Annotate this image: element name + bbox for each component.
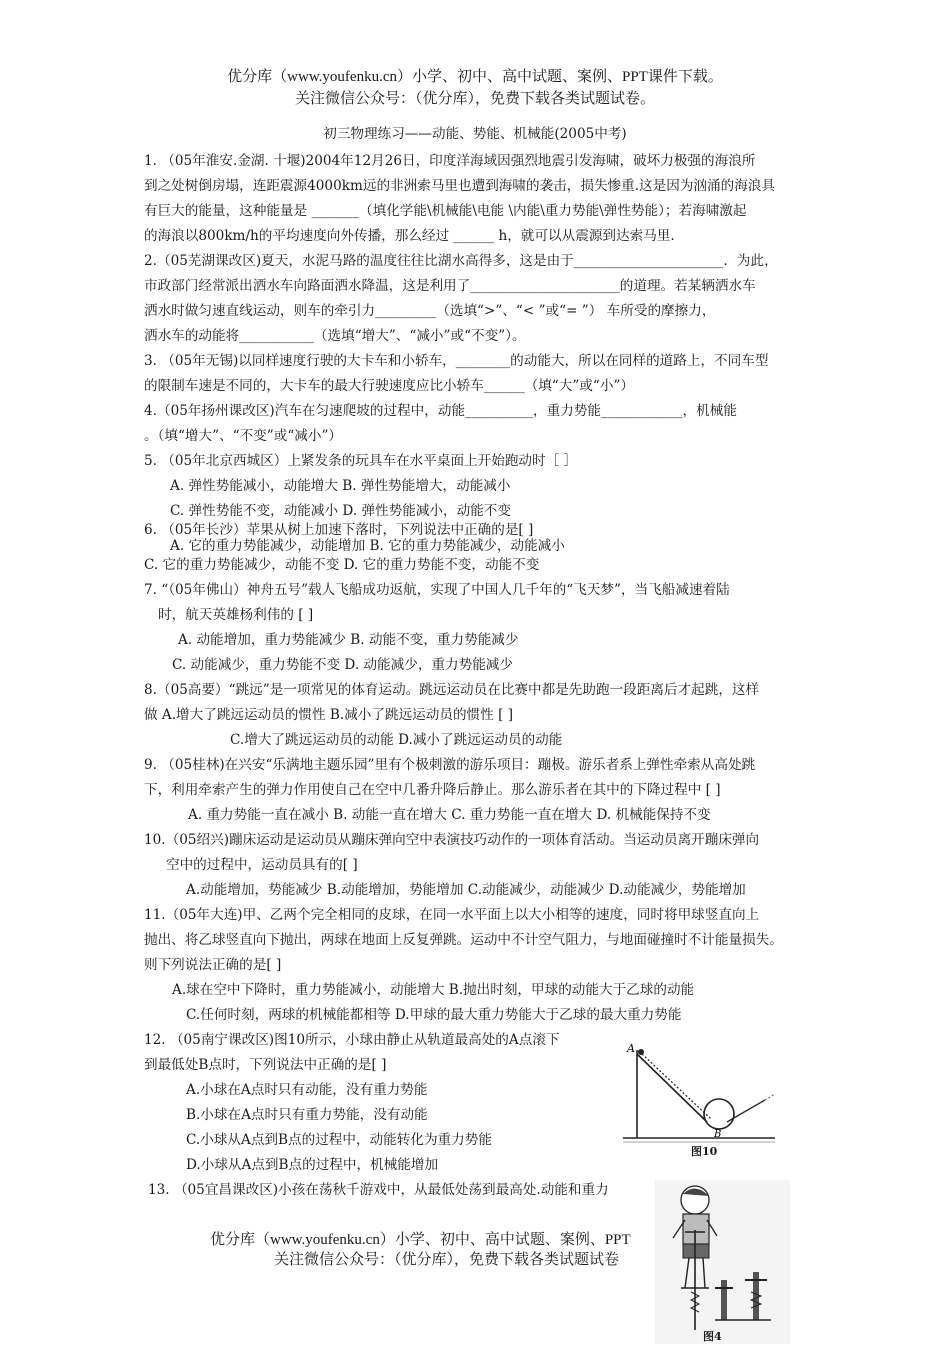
figure-4-caption: 图4 <box>703 1330 722 1343</box>
q11-options-cd: C.任何时刻，两球的机械能都相等 D.甲球的最大重力势能大于乙球的最大重力势能 <box>186 1007 682 1023</box>
q12-option-d: D.小球从A点到B点的过程中，机械能增加 <box>186 1157 439 1173</box>
q12-option-b: B.小球在A点时只有重力势能，没有动能 <box>186 1107 428 1123</box>
q5-stem: 5. （05年北京西城区）上紧发条的玩具车在水平桌面上开始跑动时［ ］ <box>144 453 578 469</box>
q5-options-ab: A. 弹性势能减小，动能增大 B. 弹性势能增大，动能减小 <box>170 478 511 494</box>
q3-line-2: 的限制车速是不同的，大卡车的最大行驶速度应比小轿车______（填“大”或“小”） <box>144 378 634 394</box>
q5-options-cd: C. 弹性势能不变，动能减小 D. 弹性势能减小，动能不变 <box>170 503 511 519</box>
q2-line-3: 洒水时做匀速直线运动，则车的牵引力_________（选填“>”、“< ”或“= ”） 车所受的摩擦力， <box>144 303 716 319</box>
q7-options-cd: C. 动能减少，重力势能不变 D. 动能减少，重力势能减少 <box>172 657 513 673</box>
q13-line-1: 13. （05宜昌课改区)小孩在荡秋千游戏中，从最低处荡到最高处.动能和重力 <box>148 1182 609 1198</box>
point-a-label: A <box>627 1042 635 1055</box>
q1-line-3: 有巨大的能量，这种能量是 _______（填化学能\机械能\电能 \内能\重力势能\弹性势能）；若海啸激起 <box>144 203 747 219</box>
q12-line-1: 12. （05南宁课改区)图10所示，小球由静止从轨道最高处的A点滚下 <box>144 1032 560 1048</box>
q8-options-cd: C.增大了跳远运动员的动能 D.减小了跳远运动员的动能 <box>230 732 563 748</box>
q1-line-4: 的海浪以800km/h的平均速度向外传播，那么经过 ______ h，就可以从震源到达索马里. <box>144 228 675 244</box>
q7-options-ab: A. 动能增加，重力势能减少 B. 动能不变，重力势能减少 <box>178 632 519 648</box>
q10-line-2: 空中的过程中，运动员具有的[ ] <box>166 857 358 873</box>
q12-option-c: C.小球从A点到B点的过程中，动能转化为重力势能 <box>186 1132 492 1148</box>
q2-line-1: 2.（05芜湖课改区)夏天，水泥马路的温度往往比湖水高得多，这是由于______________________．为此， <box>144 253 778 269</box>
q6-stem: 6. （05年长沙）苹果从树上加速下落时，下列说法中正确的是[ ] <box>144 522 534 538</box>
q11-line-2: 抛出、将乙球竖直向下抛出，两球在地面上反复弹跳。运动中不计空气阻力，与地面碰撞时不计能量损失。 <box>144 932 783 948</box>
q4-line-2: 。（填“增大”、“不变”或“减小”） <box>144 428 343 444</box>
q6-options-cd: C. 它的重力势能减少，动能不变 D. 它的重力势能不变，动能不变 <box>144 557 540 573</box>
q2-line-2: 市政部门经常派出洒水车向路面洒水降温，这是利用了______________________的道理。若某辆洒水车 <box>144 278 756 294</box>
q9-line-1: 9. （05桂林)在兴安“乐满地主题乐园”里有个极刺激的游乐项目：蹦极。游乐者系上弹性牵索从高处跳 <box>144 757 756 773</box>
q8-line-1: 8.（05高要）“跳远”是一项常见的体育运动。跳远运动员在比赛中都是先助跑一段距离后才起跳，这样 <box>144 682 760 698</box>
q9-options: A. 重力势能一直在减小 B. 动能一直在增大 C. 重力势能一直在增大 D. 机械能保持不变 <box>188 807 711 823</box>
q1-line-2: 到之处树倒房塌，连距震源4000km远的非洲索马里也遭到海啸的袭击，损失惨重.这是因为汹涌的海浪具 <box>144 178 775 194</box>
q7-line-1: 7. “（05年佛山）神舟五号”载人飞船成功返航，实现了中国人几千年的“飞天梦”，当飞船减速着陆 <box>144 582 730 598</box>
q10-options: A.动能增加，势能减少 B.动能增加，势能增加 C.动能减少，动能减少 D.动能减少，势能增加 <box>186 882 746 898</box>
q9-line-2: 下，利用牵索产生的弹力作用使自己在空中几番升降后静止。那么游乐者在其中的下降过程中 [ ] <box>144 782 721 798</box>
q12-line-2: 到最低处B点时，下列说法中正确的是[ ] <box>144 1057 387 1073</box>
footer-line-1: 优分库（www.youfenku.cn）小学、初中、高中试题、案例、PPT <box>210 1232 631 1248</box>
q10-line-1: 10.（05绍兴)蹦床运动是运动员从蹦床弹向空中表演技巧动作的一项体育活动。当运动员离开蹦床弹向 <box>144 832 760 848</box>
header-line-1: 优分库（www.youfenku.cn）小学、初中、高中试题、案例、PPT课件下载。 <box>227 69 723 85</box>
q11-line-1: 11.（05年大连)甲、乙两个完全相同的皮球，在同一水平面上以大小相等的速度，同时将甲球竖直向上 <box>144 907 760 923</box>
q2-line-4: 洒水车的动能将___________（选填“增大”、“减小”或“不变”）。 <box>144 328 526 344</box>
header-line-2: 关注微信公众号：（优分库），免费下载各类试题试卷。 <box>294 91 655 107</box>
q4-line-1: 4.（05年扬州课改区)汽车在匀速爬坡的过程中，动能__________，重力势能____________，机械能 <box>144 403 737 419</box>
point-b-label: B <box>714 1129 722 1140</box>
footer-line-2: 关注微信公众号：（优分库），免费下载各类试题试卷 <box>274 1252 620 1268</box>
q6-options-ab: A. 它的重力势能减少，动能增加 B. 它的重力势能减少，动能减小 <box>170 538 565 554</box>
figure-10 <box>615 1042 795 1167</box>
q3-line-1: 3. （05年无锡)以同样速度行驶的大卡车和小轿车，________的动能大，所以在同样的道路上，不同车型 <box>144 353 769 369</box>
q8-line-2: 做 A.增大了跳远运动员的惯性 B.减小了跳远运动员的惯性 [ ] <box>144 707 513 723</box>
q12-option-a: A.小球在A点时只有动能，没有重力势能 <box>186 1082 428 1098</box>
q11-options-ab: A.球在空中下降时，重力势能减小，动能增大 B.抛出时刻，甲球的动能大于乙球的动能 <box>172 982 695 998</box>
q7-line-2: 时，航天英雄杨利伟的 [ ] <box>158 607 314 623</box>
q1-line-1: 1. （05年淮安.金湖. 十堰)2004年12月26日，印度洋海域因强烈地震引发海啸，破坏力极强的海浪所 <box>144 153 756 169</box>
page-title: 初三物理练习——动能、势能、机械能(2005中考) <box>323 126 627 142</box>
figure-10-caption: 图10 <box>691 1145 718 1158</box>
q11-line-3: 则下列说法正确的是[ ] <box>144 957 282 973</box>
